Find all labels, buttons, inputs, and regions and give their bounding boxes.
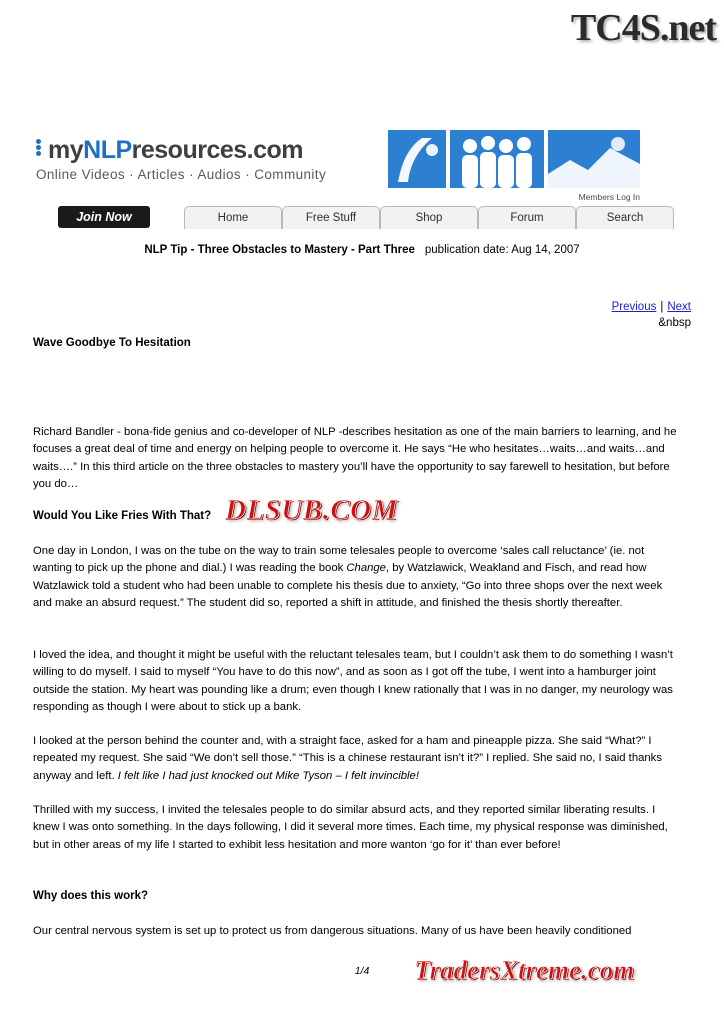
nav-tab-shop[interactable]: Shop (380, 206, 478, 229)
logo-suffix: resources.com (131, 136, 304, 164)
section-heading-3: Why does this work? (33, 890, 149, 902)
pager (612, 301, 691, 313)
nav-tab-forum[interactable]: Forum (478, 206, 576, 229)
nav-tab-home[interactable]: Home (184, 206, 282, 229)
members-login-link[interactable]: Members Log In (578, 192, 640, 202)
site-logo[interactable] (36, 136, 380, 182)
logo-text (36, 136, 380, 164)
pager-nbsp: &nbsp (658, 317, 691, 329)
watermark-tc4s: TC4S.net (570, 7, 716, 49)
logo-nlp: NLP (83, 136, 132, 164)
publication-date: publication date: Aug 14, 2007 (424, 244, 580, 256)
paragraph-2-part-a: One day in London, I was on the tube on the way to train some telesales people to overcome ‘sales call reluctance’ (ie. not wanting to pick up the phone and dial.) I was reading the book (33, 545, 645, 575)
paragraph-2-emphasis: Change (346, 562, 386, 575)
article-title-line (0, 244, 724, 256)
logo-prefix: my (48, 136, 84, 164)
paragraph-4-part-a: I looked at the person behind the counter and, with a straight face, asked for a ham and pineapple pizza. She said “What?” I repeated my request. She said “We don’t sell those.” “This is a chinese restaurant isn’t it?” I replied. She said no, I said thanks anyway and left. (33, 735, 662, 782)
page-number: 1/4 (354, 965, 370, 977)
paragraph-2-part-b: , by Watzlawick, Weakland and Fisch, and read how Watzlawick told a student who had been unable to complete his thesis due to anxiety, “Go into three shops over the next week and make an absurd request.” The student did so, reported a shift in attitude, and finished the thesis shortly thereafter. (33, 562, 663, 610)
next-link[interactable]: Next (667, 301, 691, 313)
section-heading-2: Would You Like Fries With That? (33, 510, 212, 522)
banner-image-2 (450, 130, 544, 188)
paragraph-4-emphasis: I felt like I had just knocked out Mike Tyson – I felt invincible! (117, 769, 419, 782)
watermark-dlsub: DLSUB.COM (225, 494, 398, 526)
paragraph-4 (33, 733, 679, 785)
banner-image-3 (548, 130, 640, 188)
banner-image-1 (388, 130, 446, 188)
section-heading-1: Wave Goodbye To Hesitation (33, 337, 191, 349)
site-banner (36, 130, 644, 230)
pager-separator: | (660, 301, 664, 313)
banner-images (388, 130, 640, 190)
paragraph-6: Our central nervous system is set up to protect us from dangerous situations. Many of us have been heavily conditioned (33, 925, 632, 937)
page-title: NLP Tip - Three Obstacles to Mastery - Part Three (144, 244, 415, 256)
join-now-button[interactable]: Join Now (58, 206, 150, 228)
paragraph-5: Thrilled with my success, I invited the telesales people to do similar absurd acts, and they reported similar liberating results. I knew I was onto something. In the days following, I did it several more times. Each time, my physical response was diminished, but in other areas of my life I started to exhibit less hesitation and more wanton ‘go for it’ than ever before! (33, 804, 668, 851)
nav-tab-free-stuff[interactable]: Free Stuff (282, 206, 380, 229)
paragraph-3: I loved the idea, and thought it might be useful with the reluctant telesales team, but I couldn’t ask them to do something I wasn’t willing to do myself. I said to myself “You have to do this now”, and as soon as I got off the tube, I went into a hamburger joint outside the station. My heart was pounding like a drum; even though I knew rationally that I was in no danger, my neurology was responding as though I were about to stick up a bank. (33, 649, 673, 714)
main-nav (36, 206, 644, 230)
logo-dots-icon (36, 138, 48, 157)
logo-tagline: Online Videos · Articles · Audios · Community (36, 167, 327, 182)
nav-tab-search[interactable]: Search (576, 206, 674, 229)
previous-link[interactable]: Previous (611, 301, 657, 313)
paragraph-1: Richard Bandler - bona-fide genius and co-developer of NLP -describes hesitation as one of the main barriers to learning, and he focuses a great deal of time and energy on helping people to overcome it. He says “He who hesitates…waits…and waits…and waits….” In this third article on the three obstacles to mastery you’ll have the opportunity to say farewell to hesitation, but before you do… (33, 426, 677, 491)
watermark-tradersxtreme: TradersXtreme.com (414, 955, 635, 985)
paragraph-2 (33, 543, 679, 613)
